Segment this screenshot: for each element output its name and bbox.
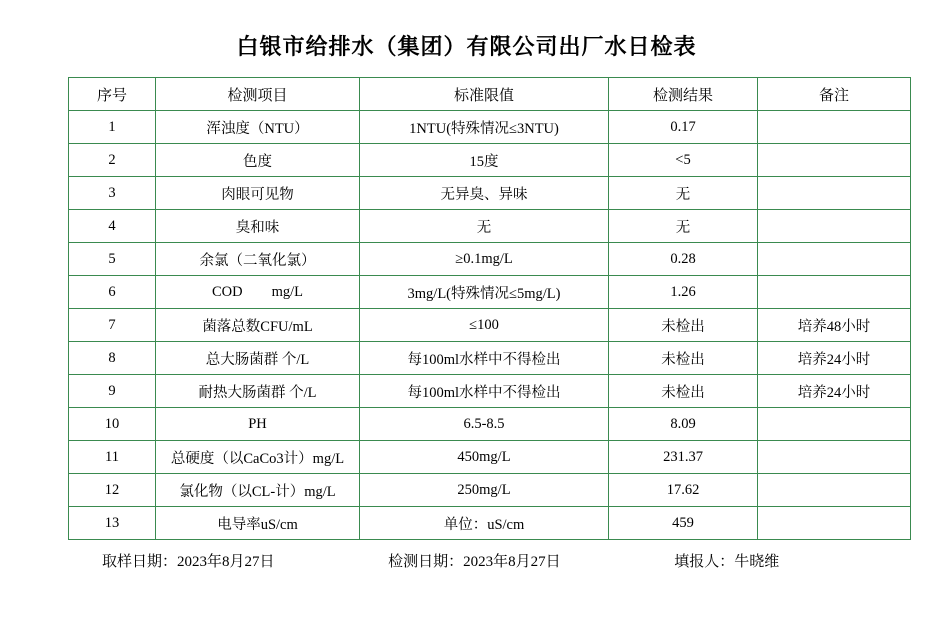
filler-name: 填报人：牛晓维 [674, 554, 780, 570]
column-header-result: 检测结果 [609, 78, 758, 111]
cell-result: 无 [609, 177, 758, 210]
cell-no: 13 [69, 507, 156, 540]
cell-remark [758, 177, 911, 210]
cell-no: 3 [69, 177, 156, 210]
cell-item-text: COD mg/L [211, 283, 304, 300]
cell-no: 10 [69, 408, 156, 441]
cell-remark [758, 243, 911, 276]
sampling-date: 取样日期：2023年8月27日 [102, 554, 275, 570]
cell-remark [758, 507, 911, 540]
cell-remark [758, 210, 911, 243]
cell-item: 余氯（二氧化氯） [156, 243, 360, 276]
test-date: 检测日期：2023年8月27日 [388, 554, 561, 570]
cell-no: 12 [69, 474, 156, 507]
cell-result: 8.09 [609, 408, 758, 441]
column-header-no: 序号 [69, 78, 156, 111]
table-row [69, 507, 911, 540]
cell-limit: ≥0.1mg/L [360, 243, 609, 276]
cell-result: 未检出 [609, 375, 758, 408]
table-header [69, 78, 911, 111]
cell-remark: 培养24小时 [758, 375, 911, 408]
table-row [69, 408, 911, 441]
cell-limit: 1NTU(特殊情况≤3NTU) [360, 111, 609, 144]
cell-no: 9 [69, 375, 156, 408]
cell-no: 2 [69, 144, 156, 177]
cell-item: 氯化物（以CL-计）mg/L [156, 474, 360, 507]
cell-no: 6 [69, 276, 156, 309]
cell-remark [758, 144, 911, 177]
cell-limit: 450mg/L [360, 441, 609, 474]
cell-no: 1 [69, 111, 156, 144]
table-row [69, 210, 911, 243]
table-row [69, 375, 911, 408]
cell-result: 17.62 [609, 474, 758, 507]
table-row [69, 342, 911, 375]
table-row [69, 276, 911, 309]
cell-remark [758, 441, 911, 474]
cell-item: 臭和味 [156, 210, 360, 243]
cell-result: 无 [609, 210, 758, 243]
cell-limit: 6.5-8.5 [360, 408, 609, 441]
cell-item: 总硬度（以CaCo3计）mg/L [156, 441, 360, 474]
column-header-limit: 标准限值 [360, 78, 609, 111]
cell-limit: 250mg/L [360, 474, 609, 507]
cell-item: 肉眼可见物 [156, 177, 360, 210]
cell-remark [758, 408, 911, 441]
table-row [69, 177, 911, 210]
cell-item: 浑浊度（NTU） [156, 111, 360, 144]
table-row [69, 111, 911, 144]
column-header-item: 检测项目 [156, 78, 360, 111]
cell-remark [758, 111, 911, 144]
cell-remark: 培养48小时 [758, 309, 911, 342]
cell-remark: 培养24小时 [758, 342, 911, 375]
cell-item: 耐热大肠菌群 个/L [156, 375, 360, 408]
table-row [69, 243, 911, 276]
cell-result: 0.28 [609, 243, 758, 276]
cell-result: 231.37 [609, 441, 758, 474]
cell-no: 4 [69, 210, 156, 243]
cell-result: 0.17 [609, 111, 758, 144]
cell-result: <5 [609, 144, 758, 177]
table-row [69, 144, 911, 177]
cell-result: 未检出 [609, 342, 758, 375]
cell-limit: 无异臭、异味 [360, 177, 609, 210]
cell-limit: 每100ml水样中不得检出 [360, 375, 609, 408]
cell-item: 菌落总数CFU/mL [156, 309, 360, 342]
cell-result: 未检出 [609, 309, 758, 342]
footer [0, 540, 933, 571]
cell-result: 1.26 [609, 276, 758, 309]
cell-limit: ≤100 [360, 309, 609, 342]
water-daily-test-table [68, 77, 911, 540]
cell-no: 7 [69, 309, 156, 342]
table-header-row [69, 78, 911, 111]
cell-limit: 15度 [360, 144, 609, 177]
cell-no: 11 [69, 441, 156, 474]
page-title: 白银市给排水（集团）有限公司出厂水日检表 [236, 34, 697, 59]
cell-no: 8 [69, 342, 156, 375]
column-header-remark: 备注 [758, 78, 911, 111]
table-container [0, 77, 933, 540]
cell-item [156, 276, 360, 309]
cell-item: 色度 [156, 144, 360, 177]
cell-item: PH [156, 408, 360, 441]
cell-limit: 无 [360, 210, 609, 243]
cell-result: 459 [609, 507, 758, 540]
table-row [69, 441, 911, 474]
table-row [69, 474, 911, 507]
cell-item: 电导率uS/cm [156, 507, 360, 540]
table-body [69, 111, 911, 540]
cell-remark [758, 474, 911, 507]
cell-limit: 每100ml水样中不得检出 [360, 342, 609, 375]
cell-item: 总大肠菌群 个/L [156, 342, 360, 375]
table-row [69, 309, 911, 342]
cell-remark [758, 276, 911, 309]
cell-no: 5 [69, 243, 156, 276]
cell-limit: 单位：uS/cm [360, 507, 609, 540]
cell-limit: 3mg/L(特殊情况≤5mg/L) [360, 276, 609, 309]
